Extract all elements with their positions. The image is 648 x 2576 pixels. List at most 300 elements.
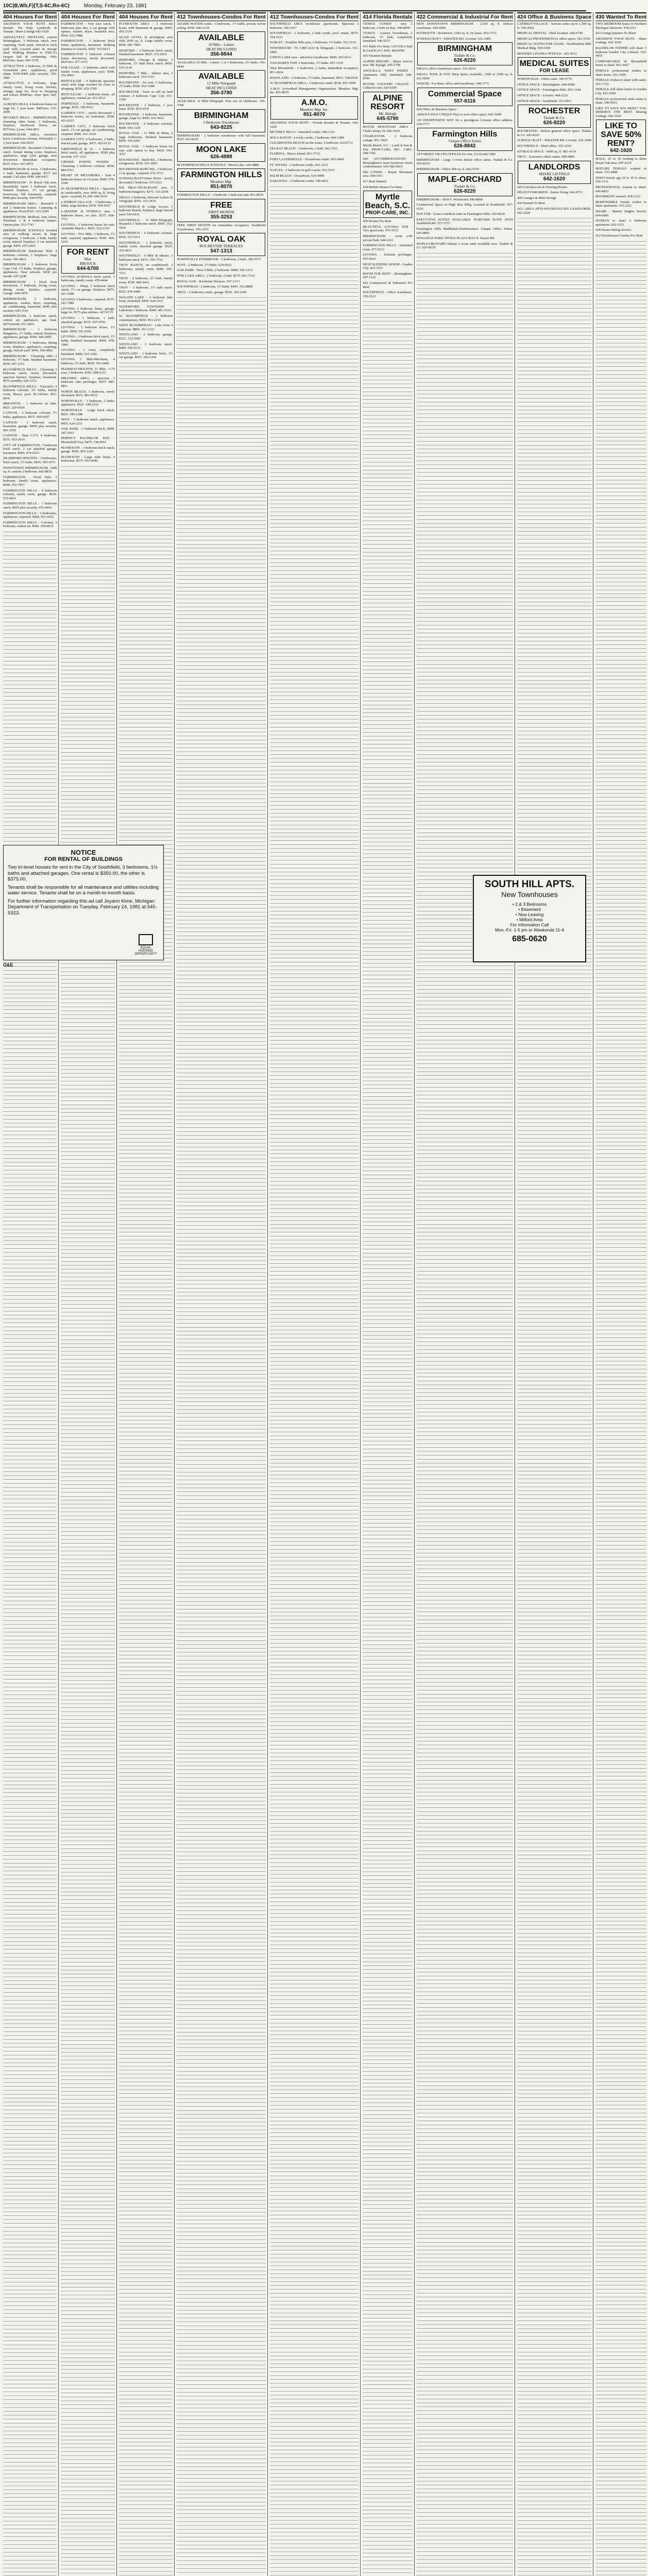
classified-ad: SOUTHFIELD - 2 bedroom, 1½ baths. $495. 352-8888 xyxy=(177,285,253,289)
classified-ad: Farmington Hills Middlebelt-Northwestern. Unique Office Suites. 626-8842 xyxy=(416,227,513,235)
classified-ad: NEAT SLEEPING ROOM - Garden City. 421-3311 xyxy=(363,262,413,270)
display-ad-line: AVAILABLE xyxy=(198,72,245,81)
display-ad-line: 644-6700 xyxy=(77,265,99,272)
classified-ad: WESTLAND - 2 bedroom, garage. $325. 722-5900 xyxy=(118,333,173,341)
classified-ad: SKI ACCOMMODATIONS - Birmingham's most luxurious resort condominium. 616-582-9616 xyxy=(363,157,413,169)
display-ad-line: HEAT INCLUDED xyxy=(206,86,237,91)
classified-ad: A.M.O. Accredited Management Organization. Meadow Mgt. Inc. 851-8070 xyxy=(269,87,359,95)
classified-ad: MAPLE-ORCHARD Deluxe 2 room suite available now. Tisdale & Co. 626-8220 xyxy=(416,242,513,250)
classified-ad: ROOMMATE wanted. 478-1212 xyxy=(595,195,641,199)
classified-ad: SOUTHFIELD - Office warehouse. 355-0112 xyxy=(363,291,413,298)
classified-ad: OFFICE SPACE - Farmington Hills. 851-1344 xyxy=(517,88,581,92)
classified-ad: ADAMS WOODS condo. 3 bedrooms, 1½ baths, private ravine setting. $550. 646-2129 xyxy=(177,22,266,30)
classified-ad: SMALL office-warehouse space. 533-2010 xyxy=(416,67,475,71)
display-ad xyxy=(177,233,265,256)
classified-ad: CANTON - Near I-275, 4 bedroom. $575. 453-2610 xyxy=(3,434,57,442)
display-ad xyxy=(417,42,513,65)
classified-ad: FEMALE professional wishes to share home. 651-3300 xyxy=(595,69,647,77)
classified-ad: COMFORTABLE W. Bloomfield home to share. 851-9427 xyxy=(595,59,647,67)
display-ad-line: AVAILABLE xyxy=(198,33,245,43)
classified-ad: PINE LAKE AREA - 2 bedroom, 2 bath. $575. 851-7123 xyxy=(177,274,255,278)
classified-ad: NORTHVILLE - Office suite. 349-5770 xyxy=(517,77,572,81)
classified-ad: PROFESSIONAL woman to share. 646-8822 xyxy=(595,185,647,193)
classified-ad: ROYAL OAK - 3 bedroom house for rent with option to buy. $450. 543-3557 xyxy=(118,145,173,157)
classified-ad: QUAD LEVEL in prestigious area with 2600 sq. ft. Large family room. $650. 981-7800 xyxy=(118,35,173,47)
classified-ad: WATERFORD TOWNSHIP - Lakefront 2 bedroom. $400. 681-5522 xyxy=(118,304,173,313)
fine-print-text xyxy=(363,300,412,2576)
category-header: 430 Wanted To Rent xyxy=(595,12,646,21)
classified-ad: NORTHVILLE PINEBROOK - 2 bedroom, 2 bath. 348-5575 xyxy=(177,258,261,262)
notice-subtitle: FOR RENTAL OF BUILDINGS xyxy=(44,856,123,862)
south-hill-feature: • Milford Area xyxy=(516,917,543,922)
notice-paragraph: Two tri-level houses for rent in the City of Southfield, 3 bedrooms, 1½ baths and attached garages. One rental is $350.00, the other is $375.00. xyxy=(8,865,158,882)
classified-ad: PLYMOUTH - 3 bedroom brick ranch, garage. $500. 455-1266 xyxy=(61,446,115,454)
classified-ad: ROCHESTER - lease or sell on land contract. 4 bedroom Cape Cod. 651-1100 xyxy=(118,90,173,102)
classified-ad: CANTON - 3 bedroom colonial, 1½ baths, appliances. $475. 459-6997 xyxy=(3,411,57,419)
classified-ad: RESPONSIBLE female wishes to share apartment. 355-2211 xyxy=(595,200,647,208)
display-ad-line: HEAT INCLUDED xyxy=(206,47,237,52)
display-ad-line: Myrtle Beach, S.C. xyxy=(365,193,411,211)
classified-ad: SOUTHFIELD - Ideal office. 355-2220 xyxy=(517,144,571,148)
classified-ad: VENICE - Luxury Townhouse, 2 bedroom, 1½ bath, completely furnished. 646-0211 xyxy=(363,31,413,43)
classified-ad: MODERN LIVONIA OFFICES - 425-5511 xyxy=(517,52,577,56)
display-ad-line: ALPINE RESORT xyxy=(370,93,405,111)
classified-ad: BIRMINGHAM - Beautiful 3 bedroom ranch, formal dining room, fireplace, appliances, large yard, garage, near downtown. Immediate occupancy. $525. Eves. 647-2874 xyxy=(3,146,57,166)
classified-ad: FARMINGTON HILLS - 3 bedrooms, appliances, carpeted. $460. 851-6432 xyxy=(3,511,57,519)
display-ad xyxy=(518,161,591,184)
classified-ad: SARASOTA - 2 bedroom condo. 540-4411 xyxy=(269,179,329,183)
classified-ad: BIRMINGHAM, Redford, Ann Arbor, Westland. 3 & 4 bedroom homes. Option plan. 552-7741 xyxy=(3,215,57,227)
display-ad-line: Max xyxy=(84,256,92,261)
display-ad-line: Tisdale & Co. xyxy=(454,53,476,58)
classified-ad: REDFORD, 7 Mile - Inkster area, 3 bedroom ranch. 255-3316 xyxy=(118,71,173,79)
classified-ad: BIRMINGHAM AREA - Beautiful 3 and 2 bedroom homes. Carpeting & appliances. From $325. 553-2345 xyxy=(3,201,57,214)
classified-ad: SOUTHFIELD - 4 bedroom colonial. $550. 557-9311 xyxy=(118,231,173,239)
classified-ad: BIRMINGHAM, 3 bedroom ranch, central air, appliances, gas heat. $475/month. 651-6816 xyxy=(3,314,57,326)
classified-ad: DEAN EVERGREEN - Senior living. 642-0711 xyxy=(517,191,583,195)
classified-ad: LIVONIA 3 bedrooms, carpeted. $375. 261-7986 xyxy=(61,297,115,306)
display-ad-line: FOR LEASE xyxy=(539,68,569,74)
classified-ad: LIVONIA - 3 bedroom brick ranch, 1½ baths, finished basement. $500. 478-1900 xyxy=(61,335,115,347)
display-ad-line: 626-8220 xyxy=(454,58,476,64)
classified-column xyxy=(517,12,593,2576)
classified-ad: VAN BUREN TWP. 2 bedrooms, 1½ baths. 697-1310 xyxy=(269,61,343,65)
category-header: 414 Florida Rentals xyxy=(363,12,412,21)
south-hill-feature: • Now Leasing xyxy=(515,912,544,917)
classified-ad: NOVI - 3 bedroom ranch, appliances. $450. 624-2211 xyxy=(61,418,115,426)
classified-ad: SOUTHFIELD AREA townhouse apartments. Spacious 2 bedroom. 356-1657 xyxy=(269,22,359,30)
display-ad-line: ROCHESTER TERRACES xyxy=(199,244,243,249)
classified-ad: HEART OF METAMORA - East 4 bedroom house on 10 acres. $600. 678-2344 xyxy=(61,174,115,185)
classified-ad: TOWNHOUSE - W. CHICAGO & Telegraph, 2 bedroom. 531-1800 xyxy=(269,46,359,54)
classified-ad: LIVONIA 3 bedroom home, garage, large lot. $375 plus utilities. 427-6715 xyxy=(61,307,115,315)
south-hill-phone: 685-0620 xyxy=(512,935,547,943)
classified-ad: OFFICE SPACE - Livonia. 464-2232 xyxy=(517,93,568,97)
classified-ad: BIRMINGHAM - Office 400 sq. ft. 642-5150 xyxy=(416,167,479,171)
classified-ad: SUBLET - Franklin Hills area, 2 bedroom, 1½ baths. 353-7210 xyxy=(269,41,356,45)
display-ad xyxy=(270,96,358,120)
classified-ad: BIRMINGHAM - 1818 S. Woodward. 646-8800 xyxy=(416,197,483,201)
display-ad-line: FARMINGTON HILLS xyxy=(180,171,262,180)
classified-ad: SOUTHFIELD & Lodge Access, 3 bedroom Ranch, fireplace, large fenced yard. 559-6431 xyxy=(118,205,173,216)
classified-ad: SCHOOLCRAFT-Outer Drive - newly decorated 2 bedroom. 533-5211 xyxy=(118,177,173,184)
classified-ad: WESTLAND - 3 bedroom ranch. $400. 595-0133 xyxy=(118,342,173,350)
display-ad-line: 851-8070 xyxy=(210,184,232,190)
classified-ad: AVAILABLE 10 Mile - Lahser. 2 or 3 bedrooms, 2½ baths. 356-8844 xyxy=(177,61,266,69)
classified-ad: FARMINGTON - 3 bedroom brick home, appliances, basement. Walking distance to schools. $450. 553-0413 xyxy=(61,39,115,51)
classified-ad: FEMALE will share home in Garden City. 421-5599 xyxy=(595,88,647,95)
fine-print-text xyxy=(517,216,591,2576)
classified-ad: ATTORNEY OR CPA OFFICES for rent. (313)-646-7400 xyxy=(416,152,496,157)
classified-ad: SOUTHFIELD - 3 bedroom ranch, family room, attached garage. $525. 352-4411 xyxy=(118,241,173,252)
page-footer: O&E xyxy=(3,962,13,968)
category-header: 422 Commercial & Industrial For Rent xyxy=(417,12,513,21)
display-ad-line: ROYAL OAK xyxy=(197,235,246,244)
classified-ad: MATURE FEMALE wanted to share. 533-4488 xyxy=(595,166,647,175)
classified-ad: CANTON - 3 bedroom ranch, basement, garage. $450 plus security. 981-2956 xyxy=(3,420,57,432)
display-ad-line: 547-1313 xyxy=(210,248,232,255)
classified-ad: BLOOMFIELD HILLS - Charming 3 bedroom ranch, newly decorated, spacious kitchen, fireplace, basement. $675 monthly. 626-5312 xyxy=(3,367,57,383)
display-ad xyxy=(363,191,412,218)
classified-ad: NORTHVILLE - 3 bedroom, 2 baths, appliances. $525. 348-2112 xyxy=(61,399,115,407)
newspaper-page xyxy=(0,0,647,970)
display-ad-line: Mr. Balogh xyxy=(379,111,397,116)
classified-ad: ATTRACTIVE 3 bedroom, 12 Mile & Greenfield area. Appliances, good shape. $350-$400 plus security. 356-7885 xyxy=(3,64,57,80)
classified-ad: VENICE CONDO - new 2 bedroom, 2 bath on Bay. 348-8000 xyxy=(363,22,413,30)
south-hill-title: SOUTH HILL APTS. xyxy=(484,879,575,890)
classified-ad: PALM BEACH - Oceanfront. 626-4400 xyxy=(269,174,325,178)
classified-ad: MEDICAL SUITES FOR LEASE - Northland & Mile Medical Bldg. 569-0100 xyxy=(517,42,592,50)
classified-ad: FLORIDA - Marco Island. 851-7733 xyxy=(269,152,320,156)
classified-ad: ROYAL OAK - Rochester Terraces. 547-1313 xyxy=(177,279,240,283)
classified-ad: RENT/LEASE - 3 bedroom home, all appliances, central air. 451-3612 xyxy=(61,92,115,100)
south-hill-ad xyxy=(473,875,586,962)
classified-ad: Commercial Space in High Rise Bldg. Located in Southfield. 557-6116 xyxy=(416,203,513,211)
classified-ad: SHARE - Mature Singles Search. 644-6845 xyxy=(595,210,647,217)
classified-ad: AVAILABLE 12 Mile-Telegraph. Free use of clubhouse. 356-3780 xyxy=(177,99,266,107)
display-ad-line: Unique Office Suites xyxy=(448,139,481,144)
display-ad-line: 642-1620 xyxy=(610,148,632,154)
running-header xyxy=(3,3,586,11)
fine-print-text xyxy=(61,465,114,2576)
classified-ad: ROCHESTER - Deluxe general office space. Tisdale & Co. 626-8220 xyxy=(517,129,592,137)
classified-ad: BIRMINGHAM Handsome Hills 4 bedroom colonial, 2 fireplaces, large rooms. 566-4811 xyxy=(3,249,57,261)
classified-ad: UNION LAKE area - attractive townhouse. $450. 363-6611 xyxy=(269,56,351,60)
category-header: 404 Houses For Rent xyxy=(119,12,173,21)
display-ad xyxy=(518,105,591,128)
classified-ad: GARDEN CITY - newly decorated 2 bedroom house, no basement. $300. 421-0315 xyxy=(61,111,115,123)
house-icon xyxy=(139,934,153,945)
fine-print-text xyxy=(119,361,173,2576)
classified-columns xyxy=(3,12,647,963)
classified-ad: PLYMOUTH AREA - 3 bedroom house with basement & garage. $450. 455-2310 xyxy=(118,22,173,34)
classified-ad: 430 Wanted To Rent xyxy=(517,201,545,206)
classified-ad: SKI CONDO - Boyne Mountain area. 644-1411 xyxy=(363,170,413,178)
classified-ad: FEMALE professional seeks same to share. 646-6011 xyxy=(595,97,647,105)
classified-ad: NEED female age 25 to 35 to share. 626-1211 xyxy=(595,176,647,184)
classified-ad: 428 Garages & Mini Storage xyxy=(517,196,557,200)
classified-ad: DELRAY BEACH - 2 bedroom, 2 bath. 642-3311 xyxy=(269,146,338,150)
classified-ad: BLOOMFIELD HILLS SCHOOLS - Moon Lake. 626-4888 xyxy=(177,163,259,167)
south-hill-feature: Mon.-Fri. 1-5 pm or Weekends 11-4 xyxy=(495,927,564,933)
classified-ad: 438 House-Sitting Service xyxy=(595,228,632,232)
notice-box xyxy=(3,845,164,960)
classified-ad: MEDICAL/PROFESSIONAL office space. 561-5550 xyxy=(517,37,590,41)
display-ad xyxy=(363,92,412,124)
display-ad-line: 626-8842 xyxy=(454,143,476,149)
display-ad xyxy=(417,173,513,196)
classified-ad: DOWNTOWN BIRMINGHAM, 1600 sq. ft. custom 2 bedroom. 642-8818 xyxy=(3,466,57,474)
classified-ad: TROY RANCH, air conditioned, 3 bedrooms, family room. $600. 641-7211 xyxy=(118,263,173,275)
classified-ad: ALPINE RESORT - Skiers reserve now. Mr. Balogh. 645-5790 xyxy=(363,59,413,67)
display-ad-line: 851-8070 xyxy=(303,111,326,117)
display-ad-line: 12 Mile-Telegraph xyxy=(207,81,236,86)
classified-ad: GARDEN CITY, 3 bedroom brick ranch, 1½ car garage, air conditioning, carpeted. $400. 261-1634 xyxy=(61,124,115,136)
classified-ad: BIRMINGHAM - room with private bath. 644-2211 xyxy=(363,234,413,242)
classified-ad: BIRMINGHAM - 3 bedroom Bungalow, 1½ baths, natural fireplace, appliances, garage. $500. 540-2000 xyxy=(3,328,57,340)
classified-ad: LATHRUP VILLAGE - Various suites up to 1,500 sq. ft. 559-4560 xyxy=(517,22,592,30)
classified-ad: CLEARWATER BEACH on the water, 2 bedroom. 626-6711 xyxy=(269,141,353,145)
display-ad-line: 557-6116 xyxy=(454,98,476,104)
classified-ad: Myrtle Beach, S.C. - Land of Sun & Fun. PROP-CARE, INC. 1-803-448-7181 xyxy=(363,144,413,156)
classified-ad: FARMINGTON HILLS - 4 bedroom colonial, family room, garage. $650. 553-0831 xyxy=(3,488,57,500)
display-ad-line: PROP-CARE, INC. xyxy=(365,210,410,216)
classified-ad: ALL AREA APTS-HOUSES-FLATS LANDLORDS. 642-1620 xyxy=(517,207,592,215)
classified-ad: ROCHESTER - for rent, 5 bedrooms, 2½ baths. $500. 652-5288 xyxy=(118,80,173,89)
display-ad xyxy=(177,143,265,162)
classified-ad: BIRMINGHAM - Charming older 3 bedroom, 1½ bath, finished basement. $550. 647-1311 xyxy=(3,354,57,366)
display-ad xyxy=(177,70,265,98)
classified-column xyxy=(417,12,515,2576)
classified-ad: ROCHESTER - 3 bedroom, 1 year lease. $350. 879-2676 xyxy=(118,103,173,111)
classified-ad: BIRMINGHAM - Large 3 room deluxe office suites. Tisdale & Co. 626-8220 xyxy=(416,158,513,166)
classified-ad: FARMINGTON HILLS - furnished room. 477-0211 xyxy=(363,244,413,251)
classified-ad: SMALL 2 bedroom, between Lahser & Telegraph. $350. 353-3434 xyxy=(118,195,173,204)
classified-ad: LIVONIA - 3 room, completely furnished. $400. 525-3366 xyxy=(61,348,115,356)
classified-ad: MEDICAL DENTAL - Ideal location. 644-0740 xyxy=(517,31,583,36)
classified-ad: BLOOMFIELD HILLS - Executive 4 bedroom colonial, 2½ baths, family room, library, pool. $1,100/mo. 851-6836 xyxy=(3,384,57,400)
display-ad-line: MEDICAL SUITES xyxy=(519,59,589,69)
classified-ad: OAK PARK - 3 bedroom brick. $400. 547-2933 xyxy=(61,427,115,435)
display-ad-line: FIRST MONTH xyxy=(208,209,234,214)
classified-ad: 416 Vacation Rentals xyxy=(363,54,392,58)
classified-ad: BEAUTIFUL LIVONIA SUB - Very good area. 476-5533 xyxy=(363,225,413,233)
classified-ad: 415 Halls For Rent: LIVONIA Hall & Lord K of C Hall. 464-0500 xyxy=(363,44,413,53)
classified-ad: MALE, 25 to 30 looking to share Royal Oak area. 547-2210 xyxy=(595,157,647,165)
display-ad-line: BIRMINGHAM xyxy=(194,111,249,120)
display-ad-line: BROOCK xyxy=(80,261,96,266)
classified-ad: FARMINGTON HILLS - 3 bedroom ranch, $430 plus security. 476-4416 xyxy=(3,502,57,510)
classified-column xyxy=(61,12,116,2576)
classified-ad: FEMALE wishes to share with same. 591-7722 xyxy=(595,78,647,86)
display-ad-line: 356-3780 xyxy=(210,90,232,96)
display-ad-line: Commercial Space xyxy=(428,89,502,98)
category-header: 412 Townhouses-Condos For Rent xyxy=(177,12,265,21)
display-ad-line: BIRMINGHAM xyxy=(437,44,492,54)
classified-ad: IN BLOOMFIELD HILLS - Spacious & comfortable, over 3000 sq. ft. living space, on pond. $1,200. 646-2010 xyxy=(61,187,115,199)
classified-ad: TROY - 2 bedroom condo, garage. $550. 362-2100 xyxy=(177,290,247,294)
display-ad-line: LANDLORDS xyxy=(528,162,581,172)
classified-ad: WEST BLOOMFIELD - Lake front 4 bedroom. $800. 363-1122 xyxy=(118,324,173,331)
section-code: 10C(B,Wb,F)(T,S-6C,Ro-6C) xyxy=(3,3,70,9)
classified-column xyxy=(177,12,267,2576)
notice-title: NOTICE xyxy=(71,849,96,856)
classified-ad: W. BLOOMFIELD - 3 bedroom contemporary. $650. 851-2211 xyxy=(118,314,173,322)
display-ad-line: 356-8844 xyxy=(210,52,232,58)
classified-ad: EXECUTIVE SUITES AVAILABLE. HARVARD SUITE 29350 Southfield Rd. 557-2757 xyxy=(416,217,513,226)
classified-ad: FT. MYERS - 2 bedroom condo. 661-2211 xyxy=(269,163,329,167)
classified-ad: GREENFIELD & 14 - 3 bedroom brick ranch, all appliances. $500 plus security. 557-1123 xyxy=(61,147,115,159)
display-ad-line: MOON LAKE xyxy=(196,145,247,154)
classified-ad: AN INEXPENSIVE WAY for a prestigious Livonia office address. 478-7777 xyxy=(416,118,513,126)
classified-ad: LIKE TO SAVE 50% RENT? YOU DESERVE THE BEST. Sharing Listings. 642-1620 xyxy=(595,106,647,118)
fine-print-text xyxy=(3,530,57,2576)
classified-column xyxy=(595,12,648,2576)
classified-ad: BOCA RATON - Lovely condo, 2 bedroom. 644-1288 xyxy=(269,135,344,140)
classified-ad: SMALL TOOL & DYE Shop Space available, 1000 or 2500 sq. ft. 422-6060 xyxy=(416,72,513,80)
classified-column xyxy=(270,12,361,2576)
display-ad-line: FOR RENT xyxy=(66,247,109,257)
classified-ad: BIRMINGHAM AREA, executive brick 3 bedroom colonial. Preferably 1-2 year lease. 642-8165 xyxy=(3,133,57,145)
classified-ad: NOVI - 2 bedroom, 1½ baths. 624-6622 xyxy=(177,263,232,267)
classified-ad: FERNDALE - 2 bedroom, basement, garage, $325. 399-0412 xyxy=(61,101,115,110)
classified-ad: ROYAL OAK - 11 Mile & Main, 2 large bedrooms, finished basement. $450. 543-6301 xyxy=(118,131,173,143)
classified-ad: SOUTHFIELD - 2 bedroom, 2 bath condo, pool, tennis. $575. 354-1611 xyxy=(269,31,359,39)
display-ad-line: SHARE LISTINGS xyxy=(539,171,570,176)
classified-ad: PLYMOUTH - downtown, 1200 sq. ft. for lease. 453-7373 xyxy=(416,31,497,36)
south-hill-features xyxy=(477,902,582,933)
classified-ad: SCHOOLCRAFT - INKSTER RD. Livonia. 522-1000 xyxy=(416,37,491,41)
classified-ad: ABANDON YOUR HUNT - Share Listings. 642-1620 xyxy=(595,37,647,45)
classified-ad: FARMINGTON - Floral Park, 3 bedroom, family room, appliances. $440. 551-7957 xyxy=(3,475,57,487)
display-ad xyxy=(177,109,265,132)
display-ad xyxy=(518,57,591,76)
classified-ad: NORTH BEACH, 3 bedroom, newly decorated. $475. 881-9632 xyxy=(61,389,115,398)
classified-ad: SOUTHFIELD - 11 Mile-Telegraph, Beautiful 3 bedroom ranch. $500. 352-7810 xyxy=(118,218,173,230)
classified-ad: BACHELOR FATHER will share 3 bedroom Garden City colonial. 522-4455 xyxy=(595,46,647,58)
display-ad-line: 2 Bedroom Townhouse xyxy=(203,120,240,125)
classified-ad: NAPLES - 2 bedroom on golf course. 651-5511 xyxy=(269,168,335,173)
classified-column xyxy=(119,12,175,2576)
classified-ad: WALLED LAKE - 3 bedroom lake front, furnished. $450. 624-3311 xyxy=(118,295,173,303)
classified-ad: BIRMINGHAM - 1 block from downtown, 3 bedroom, living room, dining room, kitchen, carpeted. Garage. 644-3870 xyxy=(3,280,57,296)
classified-ad: LAKESIDE & FENKELL area 3 bedroom house, no pets. $275. 838-7711 xyxy=(61,209,115,222)
classified-ad: TROY - 4 bedroom, 2½ bath, family room. $700. 689-4411 xyxy=(118,277,173,284)
classified-ad: DOCTOR - Lease a medical suite in Farmington Hills. 626-8220 xyxy=(416,212,505,216)
classified-ad: NEW DOWNTOWN BIRMINGHAM - 2,500 sq. ft. Deluxe warehouse. 646-6060 xyxy=(416,22,513,30)
classified-ad: ROCHESTER - Buell Rd., 3 bedroom, refrigerator. $350. 651-2001 xyxy=(118,158,173,166)
category-header: 412 Townhouses-Condos For Rent xyxy=(270,12,359,21)
classified-ad: WESTLAND - 2 bedroom, 1½ baths, basement. $435. 728-0630 xyxy=(269,76,358,80)
category-header: 424 Office & Business Space xyxy=(517,12,591,21)
display-ad-line: 643-8225 xyxy=(210,124,232,130)
classified-ad: REDFORD - 3 bedroom brick ranch, finished basement. $425. 533-6010 xyxy=(118,48,173,57)
display-ad xyxy=(417,128,513,151)
classified-ad: WIXOM - For Rent, office and warehouse. 348-1771 xyxy=(416,82,489,86)
display-ad xyxy=(177,199,265,222)
equal-housing-logo xyxy=(134,934,157,956)
classified-ad: 418 Mobile Homes For Rent xyxy=(363,185,402,189)
classified-ad: TROY - Executive office suites. 689-9800 xyxy=(517,155,575,159)
category-header: 404 Houses For Rent xyxy=(61,12,114,21)
classified-ad: FORT LAUDERDALE - Oceanfront condo. 851-0600 xyxy=(269,158,344,162)
south-hill-feature: • Basement xyxy=(518,907,541,912)
classified-ad: BIRMINGHAM - N. Royal Oak area. Beautifully treed 3 bedroom brick. Natural fireplace, 1½ car garage, breezeway, full basement, carpeted. $440 plus security. 644-9768 xyxy=(3,180,57,200)
display-ad xyxy=(177,168,265,192)
classified-ad: ROOM FOR RENT - Birmingham. 647-1122 xyxy=(363,272,413,280)
classified-ad: GROSSE POINTE WOODS - Charming 3 bedroom colonial. $650. 884-5511 xyxy=(61,160,115,172)
classified-ad: LIVONIA SCHOOLS brick ranch, 3 bedrooms, family room. 478-4444 xyxy=(61,275,115,283)
classified-ad: W. BLOOMFIELD AREA - 2 bedroom condo. $550. 851-5990 xyxy=(269,81,356,86)
classified-column xyxy=(363,12,414,2576)
classified-ad: SIX MILE-TELEGRAPH area, 3 bedroom bungalow. $375. 533-2504 xyxy=(118,186,173,194)
display-ad xyxy=(596,120,646,156)
display-ad-line: 626-8220 xyxy=(543,120,566,126)
classified-ad: CITY OF FARMINGTON, 3 bedroom brick ranch, 2 car attached garage, basement. $600. 474-2533 xyxy=(3,443,57,455)
classified-ad: PLYMOUTH - Large older home, 4 bedrooms. $575. 453-4040 xyxy=(61,455,115,463)
classified-ad: LIVONIA - 1 bedroom, 1 bath, attached garage. $325. 937-0792 xyxy=(61,316,115,324)
classified-ad: CHARLEVOIX - 3 bedroom cottage. 851-7820 xyxy=(363,134,413,142)
classified-ad: PERFECT BACHELOR PAD - Bloomfield Twp. $475. 338-9911 xyxy=(61,436,115,445)
classified-ad: BIRMINGHAM - 3 bedrooms, dining room, fireplace, appliances, carpeting, garage, fenced yard. $495. 646-4862 xyxy=(3,341,57,353)
fine-print-text xyxy=(417,251,513,2576)
classified-ad: WOMAN to share 2 bedroom apartment. 626-3333 xyxy=(595,219,647,227)
issue-date: Monday, February 23, 1981 xyxy=(83,3,147,9)
classified-ad: MADISON HEIGHTS, 11 Mile - I-75 area, 3 bedroom. $395. 588-1211 xyxy=(61,367,115,375)
display-ad-line: 626-8220 xyxy=(454,188,476,194)
display-ad-line: 355-3253 xyxy=(210,214,232,220)
classified-ad: BIRMINGHAM - 3 bedroom brick Cape Cod, 1½ baths, fireplace, garage, appliances. Near schools. $430 per month. 647-2240 xyxy=(3,263,57,279)
classified-ad: BOYNE COUNTRY CHALET - Cabin for rent. 626-6200 xyxy=(363,82,413,90)
display-ad-line: 642-1620 xyxy=(543,176,566,182)
display-ad xyxy=(61,246,114,274)
category-header: 404 Houses For Rent xyxy=(3,12,57,21)
classified-ad: LIVONIA 5 Mile-Merriman, 4 bedroom, 2½ bath. $650. 591-6400 xyxy=(61,358,115,365)
classified-ad: STORAGE SPACE - 9000 sq. ft. 981-4114 xyxy=(517,149,576,154)
classified-ad: BEVERLY HILLS - furnished condo. 646-1211 xyxy=(269,130,335,134)
classified-ad: LATHRUP VILLAGE - 3 bedrooms, 2 baths, large kitchen. $550. 559-4567 xyxy=(61,200,115,208)
classified-ad: ABANDON YOUR HUNT Select Rentals. We Help Landlords & Tenants. Share Listings 642-1620 xyxy=(3,22,57,34)
fine-print-text xyxy=(270,185,359,2576)
display-ad-line: 645-5790 xyxy=(377,115,399,122)
notice-paragraph: Tenants shall be responsible for all maintenance and utilities including water service. Tenants shall be on a month-to-month basis. xyxy=(8,884,159,896)
display-ad-line: LIKE TO SAVE 50% RENT? xyxy=(601,122,642,148)
classified-ad: OFFICE SPACE - Southfield. 353-9911 xyxy=(517,99,572,103)
classified-ad: BIRMINGHAM, 2 bedroom, appliances, washer, dryer, carpeting, air conditioning, basement. $440 plus security. 645-1110 xyxy=(3,297,57,313)
classified-ad: ANGUILLA, WEST INDIES - Apartment fully furnished. 646-8700 xyxy=(363,69,413,81)
classified-ad: RENT/LEASE - 4 bedroom spacious ranch with large wooded lot close to shopping. $550. 652-3700 xyxy=(61,79,115,91)
classified-ad: BEVERLY HILLS - BIRMINGHAM, charming older home, 3 bedrooms, fireplace, hardwood floors, air. $575/mo. Lease. 644-2811 xyxy=(3,116,57,131)
fine-print-text xyxy=(177,296,265,2576)
display-ad-line: Meadow Mgt. Inc. xyxy=(300,107,329,112)
classified-ad: ROCHESTER - 3 bedroom, basement, garage, large lot. $450. 651-4651 xyxy=(118,112,173,121)
display-ad-line: Meadow Mgt. xyxy=(210,179,232,184)
classified-ad: 432 Living Quarters To Share xyxy=(595,31,636,36)
classified-column xyxy=(3,12,59,2576)
display-ad-line: FREE xyxy=(210,200,232,210)
classified-ad: OFFICE SPACE - Birmingham. 646-0040 xyxy=(517,82,575,87)
classified-ad: LIVONIA - 3 bedroom house, 1½ baths. $450. 591-0392 xyxy=(61,326,115,333)
classified-ad: LIVONIA - Kitchen privileges. 425-6622 xyxy=(363,253,413,261)
classified-ad: BIRMINGHAM SCHOOLS wooded area of walking streets & large evergreens, 3 bedroom, 2 bath, family room, natural fireplace, 2 car attached garage. $495. 655-2810 xyxy=(3,228,57,248)
classified-ad: BIRMINGHAM - 2 bedroom townhouse with full basement. $525. 643-8225 xyxy=(177,133,266,142)
classified-ad: BIRMINGHAM in town, 3 bedrooms, 1 bath, basement, garage. $375 per month. Call after 5PM. 644-0417 xyxy=(3,167,57,179)
classified-ad: FARMINGTON HILLS - 2 bedroom 1 bath rear unit. 851-8070 xyxy=(177,193,264,197)
classified-ad: 424 Office & Business Space xyxy=(416,107,457,111)
display-ad-line: Tisdale & Co. xyxy=(454,183,476,189)
classified-ad: 420 Rooms For Rent xyxy=(363,219,391,224)
classified-ad: 426 Convalescent & Nursing Homes xyxy=(517,185,567,189)
